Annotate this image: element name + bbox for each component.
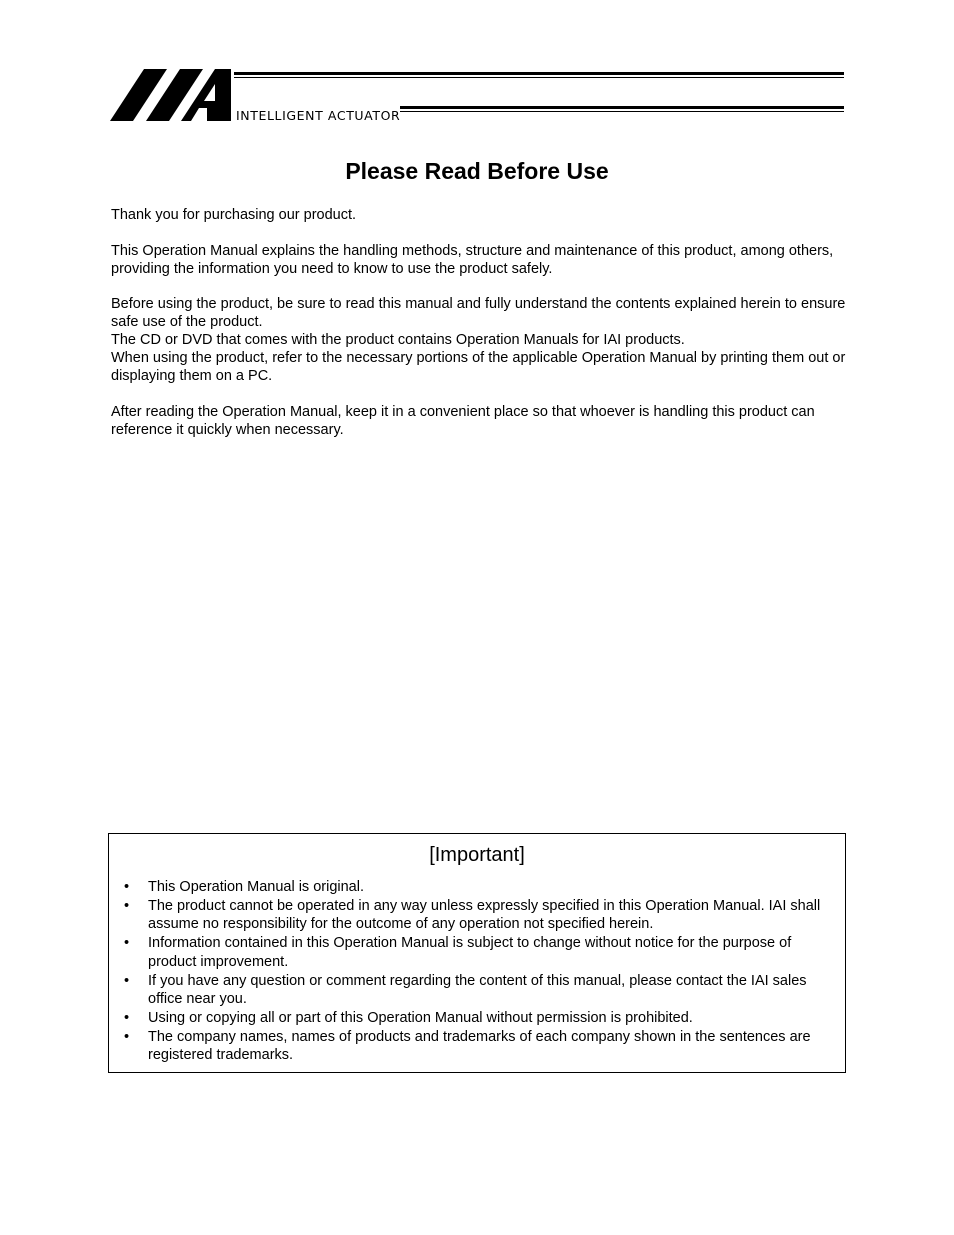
paragraph-refer-manual: When using the product, refer to the necessary portions of the applicable Operation Manual by printing them out or displaying them on a PC. [111, 350, 846, 384]
header-rule-bottom-1 [400, 106, 844, 109]
intro-paragraph [111, 242, 851, 278]
bullet-icon: • [124, 897, 130, 914]
bullet-icon: • [124, 1009, 130, 1026]
bullet-icon: • [124, 1028, 130, 1045]
paragraph-thanks: Thank you for purchasing our product. [111, 207, 357, 223]
intro-paragraph [111, 295, 851, 385]
important-notice-box [108, 833, 846, 1073]
page-title: Please Read Before Use [345, 158, 609, 184]
list-item: • This Operation Manual is original. [124, 879, 364, 895]
header-rule-bottom-2 [400, 111, 844, 112]
list-item: • Information contained in this Operation Manual is subject to change without notice for the purpose of product improvement. [124, 935, 792, 970]
header-rule-top-1 [234, 72, 844, 75]
list-item: • If you have any question or comment regarding the content of this manual, please contact the IAI sales office near you. [124, 972, 807, 1008]
bullet-icon: • [124, 935, 130, 952]
important-list [109, 878, 838, 1065]
intro-paragraph [111, 206, 851, 224]
bullet-icon: • [124, 972, 130, 989]
paragraph-manual-purpose: This Operation Manual explains the handling methods, structure and maintenance of this product, among others, providing the information you need to know to use the product safely. [111, 243, 834, 277]
bullet-icon: • [124, 879, 130, 895]
paragraph-read-before-use: Before using the product, be sure to read this manual and fully understand the contents explained herein to ensure safe use of the product. [111, 296, 846, 330]
paragraph-cd-dvd: The CD or DVD that comes with the product contains Operation Manuals for IAI products. [111, 332, 685, 348]
page-header [110, 68, 844, 126]
header-rule-top-2 [234, 77, 844, 78]
paragraph-keep-manual: After reading the Operation Manual, keep it in a convenient place so that whoever is handling this product can reference it quickly when necessary. [111, 404, 815, 438]
important-heading: [Important] [429, 844, 525, 866]
list-item: • The company names, names of products and trademarks of each company shown in the sentences are registered trademarks. [124, 1028, 811, 1064]
list-item: • The product cannot be operated in any way unless expressly specified in this Operation Manual. IAI shall assume no responsibility for the outcome of any operation not specified herein. [124, 897, 821, 933]
list-item: • Using or copying all or part of this Operation Manual without permission is prohibited. [124, 1009, 693, 1026]
intro-paragraph [111, 403, 851, 439]
brand-name: INTELLIGENT ACTUATOR [236, 108, 401, 123]
iai-logo-icon [110, 68, 234, 122]
